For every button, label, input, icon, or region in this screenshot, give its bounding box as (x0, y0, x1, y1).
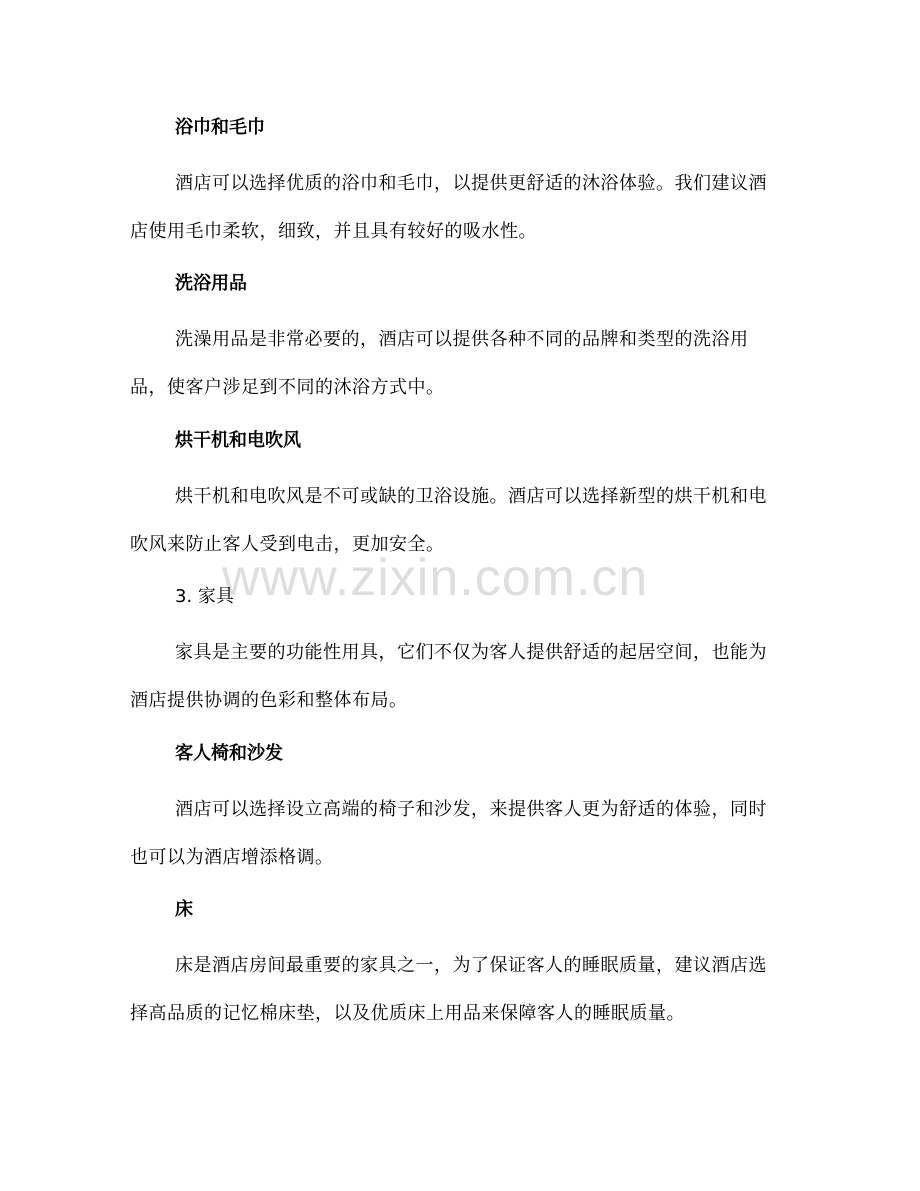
section-heading-toiletries: 洗浴用品 (175, 273, 247, 294)
section-paragraph-toiletries: 洗澡用品是非常必要的，酒店可以提供各种不同的品牌和类型的洗浴用品，使客户涉足到不同的沐浴方式中。 (130, 329, 749, 398)
section-paragraph-dryers: 烘干机和电吹风是不可或缺的卫浴设施。酒店可以选择新型的烘干机和电吹风来防止客人受到电击，更加安全。 (130, 486, 767, 555)
section-heading-bath-towels: 浴巾和毛巾 (175, 117, 265, 138)
section-paragraph-chairs-sofas: 酒店可以选择设立高端的椅子和沙发，来提供客人更为舒适的体验，同时也可以为酒店增添格调。 (130, 799, 767, 868)
section-heading-bed: 床 (175, 899, 193, 920)
section-heading-furniture: 3. 家具 (175, 586, 234, 607)
section-paragraph-bath-towels: 酒店可以选择优质的浴巾和毛巾，以提供更舒适的沐浴体验。我们建议酒店使用毛巾柔软，细致，并且具有较好的吸水性。 (130, 173, 767, 242)
watermark-text: www.zixin.com.cn (222, 549, 649, 607)
section-heading-chairs-sofas: 客人椅和沙发 (175, 743, 283, 764)
section-paragraph-bed: 床是酒店房间最重要的家具之一，为了保证客人的睡眠质量，建议酒店选择高品质的记忆棉床垫，以及优质床上用品来保障客人的睡眠质量。 (130, 955, 767, 1024)
section-paragraph-furniture: 家具是主要的功能性用具，它们不仅为客人提供舒适的起居空间，也能为酒店提供协调的色彩和整体布局。 (130, 642, 767, 711)
section-heading-dryers: 烘干机和电吹风 (175, 430, 301, 451)
